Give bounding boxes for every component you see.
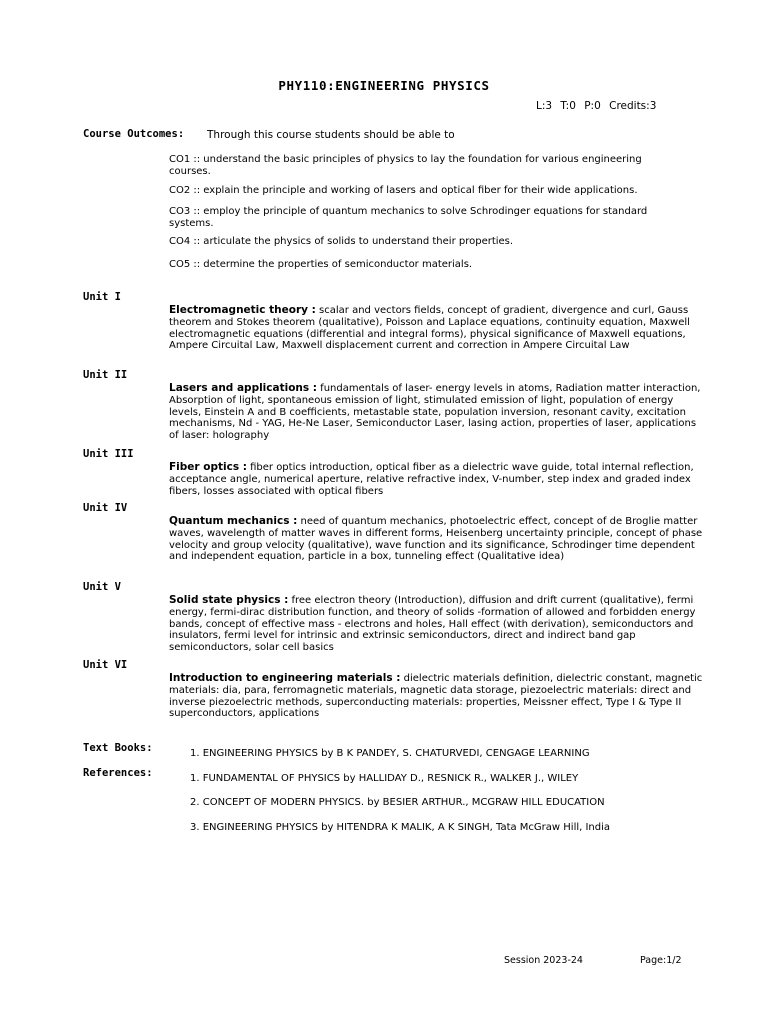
course-outcome-item: CO4 :: articulate the physics of solids to understand their properties.: [169, 236, 514, 247]
course-outcome-item: CO2 :: explain the principle and working of lasers and optical fiber for their wide applications.: [169, 185, 638, 196]
course-outcomes-label: Course Outcomes:: [83, 128, 185, 140]
unit-content: fundamentals of laser- energy levels in atoms, Radiation matter interaction, Absorption of light, spontaneous emission of light, stimulated emission of light, population of energy levels, Einstein A and B coefficients, metastable state, population inversion, resonant cavity, excitation mechanisms, Nd - YAG, He-Ne Laser, Semiconductor Laser, lasing action, properties of laser, applications of laser: holography: [169, 383, 701, 442]
unit-description: [169, 305, 704, 352]
reference-item: 1. FUNDAMENTAL OF PHYSICS by HALLIDAY D., RESNICK R., WALKER J., WILEY: [190, 773, 579, 784]
course-outcome-item: CO1 :: understand the basic principles of physics to lay the foundation for various engineering courses.: [169, 154, 642, 177]
unit-description: [169, 673, 704, 720]
unit-topic: Fiber optics :: [169, 461, 247, 473]
unit-content: dielectric materials definition, dielectric constant, magnetic materials: dia, para, ferromagnetic materials, magnetic data storage, piezoelectric materials: direct and inverse piezoelectric methods, superconducting materials: properties, Meissner effect, Type I & Type II superconductors, applications: [169, 673, 703, 720]
reference-item: 3. ENGINEERING PHYSICS by HITENDRA K MALIK, A K SINGH, Tata McGraw Hill, India: [190, 822, 611, 833]
page-title: PHY110:ENGINEERING PHYSICS: [278, 78, 490, 93]
course-outcome-item: CO5 :: determine the properties of semiconductor materials.: [169, 259, 473, 270]
text-books-label: Text Books:: [83, 742, 153, 754]
unit-content: fiber optics introduction, optical fiber as a dielectric wave guide, total internal reflection, acceptance angle, numerical aperture, relative refractive index, V-number, step index and graded index fibers, losses associated with optical fibers: [169, 462, 694, 497]
unit-label: Unit IV: [83, 502, 128, 514]
unit-topic: Solid state physics :: [169, 594, 289, 606]
unit-description: [169, 383, 704, 442]
unit-topic: Quantum mechanics :: [169, 515, 298, 527]
unit-description: [169, 462, 704, 497]
text-book-item: 1. ENGINEERING PHYSICS by B K PANDEY, S. CHATURVEDI, CENGAGE LEARNING: [190, 748, 590, 759]
course-outcome-item: CO3 :: employ the principle of quantum mechanics to solve Schrodinger equations for standard systems.: [169, 206, 648, 229]
session-label: Session 2023-24: [504, 955, 583, 966]
reference-item: 2. CONCEPT OF MODERN PHYSICS. by BESIER ARTHUR., MCGRAW HILL EDUCATION: [190, 797, 605, 808]
unit-description: [169, 516, 704, 563]
unit-label: Unit II: [83, 369, 128, 381]
unit-content: free electron theory (Introduction), diffusion and drift current (qualitative), fermi energy, fermi-dirac distribution function, and theory of solids -formation of allowed and forbidden energy bands, concept of effective mass - electrons and holes, Hall effect (with derivation), semiconductors and insulators, fermi level for intrinsic and extrinsic semiconductors, direct and indirect band gap semiconductors, solar cell basics: [169, 595, 696, 654]
unit-label: Unit VI: [83, 659, 128, 671]
course-outcomes-intro: Through this course students should be able to: [207, 129, 455, 141]
unit-label: Unit I: [83, 291, 121, 303]
unit-topic: Introduction to engineering materials :: [169, 672, 401, 684]
unit-topic: Lasers and applications :: [169, 382, 317, 394]
unit-topic: Electromagnetic theory :: [169, 304, 316, 316]
unit-content: scalar and vectors fields, concept of gradient, divergence and curl, Gauss theorem and Stokes theorem (qualitative), Poisson and Laplace equations, continuity equation, Maxwell electromagnetic equations (differential and integral forms), physical significance of Maxwell equations, Ampere Circuital Law, Maxwell displacement current and correction in Ampere Circuital Law: [169, 305, 690, 352]
credits-line: L:3 T:0 P:0 Credits:3: [536, 100, 657, 112]
unit-label: Unit V: [83, 581, 121, 593]
unit-label: Unit III: [83, 448, 134, 460]
references-label: References:: [83, 767, 153, 779]
unit-description: [169, 595, 704, 654]
unit-content: need of quantum mechanics, photoelectric effect, concept of de Broglie matter waves, wavelength of matter waves in different forms, Heisenberg uncertainty principle, concept of phase velocity and group velocity (qualitative), wave function and its significance, Schrodinger time dependent and independent equation, particle in a box, tunneling effect (Qualitative idea): [169, 516, 703, 563]
page-number: Page:1/2: [640, 955, 682, 966]
